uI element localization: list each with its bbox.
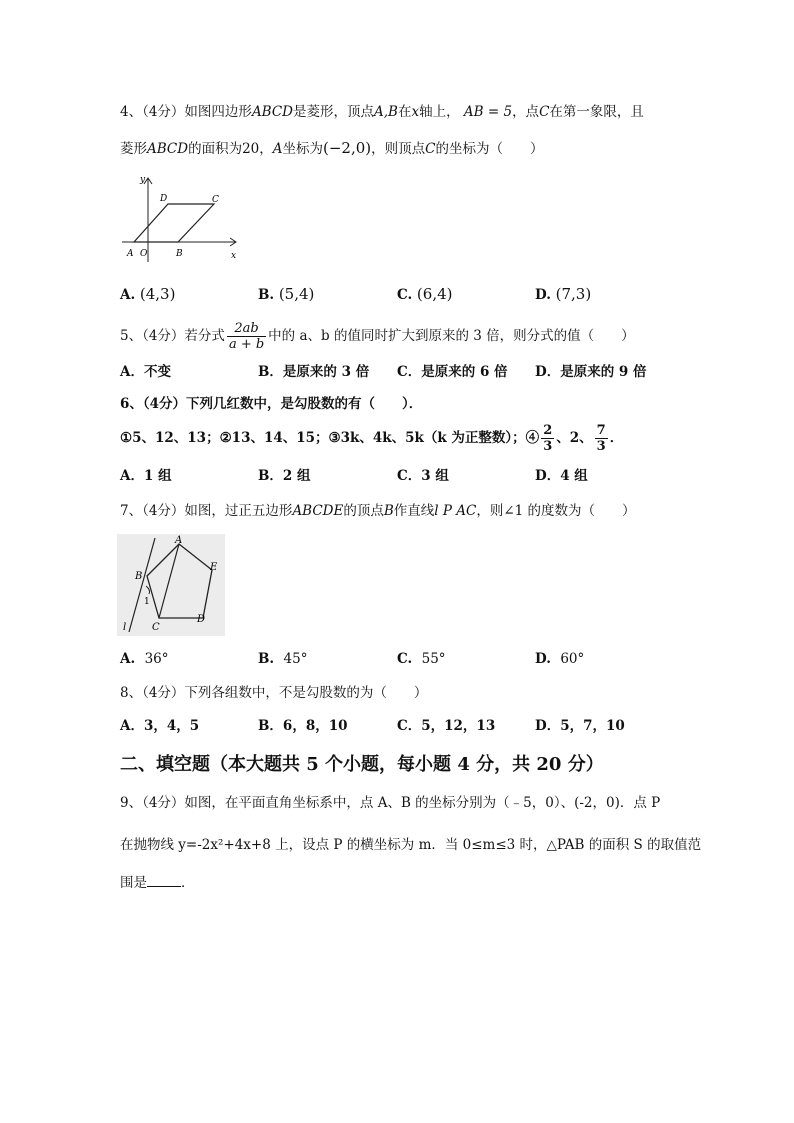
q5-stem: 5、（4分）若分式 $\frac{2ab}{a + b}$ 中的 a、b 的值同时扩大到原来的 3 倍，则分式的值（ ）: [120, 321, 635, 352]
q4-option-c[interactable]: C. (6,4): [397, 285, 453, 303]
fig-label-B: B: [176, 249, 183, 259]
fig-label-A: A: [127, 249, 134, 259]
fig-label-E: E: [210, 562, 218, 573]
q7-option-a[interactable]: A. 36°: [120, 651, 169, 667]
q4-stem-line2: 菱形ABCD的面积为20，A坐标为(−2,0)，则顶点C的坐标为（ ）: [120, 139, 544, 157]
q5-option-d[interactable]: D．是原来的 9 倍: [535, 364, 647, 380]
q9-line2: 在抛物线 y=-2x²+4x+8 上，设点 P 的横坐标为 m．当 0≤m≤3 时，△PAB 的面积 S 的取值范: [120, 837, 702, 853]
fig-label-O: O: [140, 249, 148, 259]
q9-line3: 围是 ．: [120, 875, 195, 891]
section-heading: 二、填空题（本大题共 5 个小题，每小题 4 分，共 20 分）: [120, 754, 604, 775]
q6-stem: 6、（4分）下列几红数中，是勾股数的有（ ）．: [120, 396, 423, 412]
fig-label-D: D: [160, 194, 168, 204]
fig-label-B: B: [135, 571, 143, 582]
q4-option-d[interactable]: D. (7,3): [535, 285, 592, 303]
q8-option-a[interactable]: A．3，4，5: [120, 718, 200, 734]
q7-option-c[interactable]: C. 55°: [397, 651, 446, 667]
q6-option-b[interactable]: B．2 组: [258, 468, 311, 484]
q5-option-b[interactable]: B．是原来的 3 倍: [258, 364, 370, 380]
answer-blank[interactable]: [147, 874, 181, 887]
q6-option-c[interactable]: C．3 组: [397, 468, 449, 484]
fig-label-D: D: [197, 614, 206, 625]
q9-line1: 9、（4分）如图，在平面直角坐标系中，点 A、B 的坐标分别为（﹣5，0）、(-2，0)．点 P: [120, 795, 661, 811]
fig-label-A: A: [175, 535, 183, 546]
q6-option-d[interactable]: D．4 组: [535, 468, 588, 484]
q4-option-a[interactable]: A. (4,3): [120, 285, 176, 303]
q7-pentagon-figure: [117, 534, 225, 636]
q7-stem: 7、（4分）如图，过正五边形ABCDE的顶点B作直线l P AC，则∠1 的度数为（ ）: [120, 503, 636, 519]
q8-option-d[interactable]: D．5，7，10: [535, 718, 625, 734]
q5-option-c[interactable]: C．是原来的 6 倍: [397, 364, 508, 380]
q6-option-a[interactable]: A．1 组: [120, 468, 172, 484]
q4-rhombus-figure: [118, 172, 242, 264]
q8-option-c[interactable]: C．5，12，13: [397, 718, 496, 734]
q4-stem-line1: 4、（4分）如图四边形ABCD是菱形，顶点A,B在x轴上， AB = 5，点C在第一象限，且: [120, 104, 644, 120]
fig-label-C: C: [152, 622, 160, 633]
q6-list: ①5、12、13；②13、14、15；③3k、4k、5k（k 为正整数）；④ $\frac{2}{3}$ 、2、 $\frac{7}{3}$ ．: [120, 423, 624, 454]
fig-label-l: l: [123, 622, 127, 633]
q8-stem: 8、（4分）下列各组数中，不是勾股数的为（ ）: [120, 685, 428, 701]
q5-fraction: $\frac{2ab}{a + b}$: [228, 321, 265, 352]
q4-option-b[interactable]: B. (5,4): [258, 285, 315, 303]
q7-option-b[interactable]: B. 45°: [258, 651, 308, 667]
q7-option-d[interactable]: D. 60°: [535, 651, 585, 667]
fig-label-C: C: [212, 195, 219, 205]
fig-label-x: x: [231, 251, 237, 261]
fig-label-angle-1: 1: [144, 597, 150, 607]
fig-label-y: y: [140, 175, 146, 185]
q5-option-a[interactable]: A．不变: [120, 364, 171, 380]
q8-option-b[interactable]: B．6，8，10: [258, 718, 348, 734]
